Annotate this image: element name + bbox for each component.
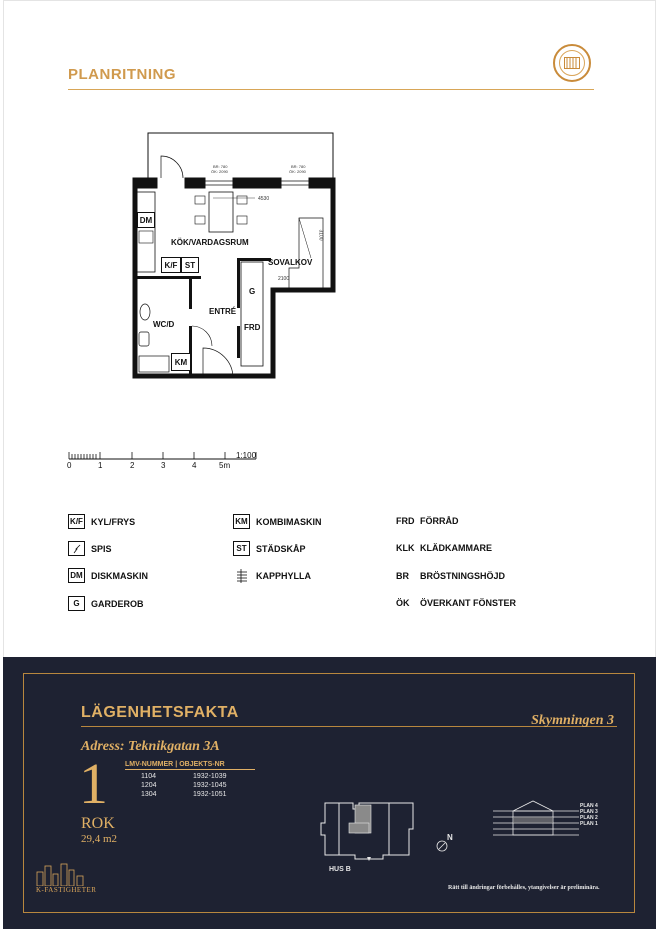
scale-label-4: 4 [192,461,197,470]
building-section-icon [493,797,579,839]
legend-abbr-box: DM [68,568,85,583]
legend-text: SPIS [91,543,112,554]
table-header: LMV-NUMMER | OBJEKTS-NR [125,761,255,770]
window1-br: BR: 780 [213,164,228,169]
plan-levels [580,803,598,827]
lmv-number: 1304 [141,791,157,798]
legend-item-g [68,596,144,611]
legend-abbr: FRD [396,516,415,526]
facts-title: LÄGENHETSFAKTA [81,704,239,721]
legend-item-frd [396,516,459,526]
floor-plan [125,126,365,386]
legend-item-st [233,541,306,556]
page-title: PLANRITNING [68,66,176,83]
cleaning-closet-box: ST [181,257,199,273]
dimension-alcove-depth: 3100 [317,229,324,241]
company-name: K-FASTIGHETER [36,886,97,894]
room-entrance-label: ENTRÉ [209,307,237,316]
scale-ratio: 1:100 [236,451,257,460]
address: Adress: Teknikgatan 3A [81,739,220,754]
legend-text: KAPPHYLLA [256,570,312,581]
room-bathroom-label: WC/D [153,320,175,329]
scale-label-1: 1 [98,461,103,470]
lmv-number: 1204 [141,782,157,789]
disclaimer: Rätt till ändringar förbehålles, ytangivelser är preliminära. [448,885,600,891]
window2-ok: ÖK: 2090 [289,169,306,174]
dimension-alcove-width: 2100 [278,276,290,282]
fridge-freezer-box: K/F [161,257,181,273]
table-row [125,790,255,799]
legend-text: BRÖSTNINGSHÖJD [420,571,506,581]
plan-level: PLAN 1 [580,821,598,827]
scale-label-0: 0 [67,461,72,470]
legend-abbr: ÖK [396,598,410,608]
legend-item-kapphylla [233,568,311,583]
legend-text: KOMBIMASKIN [256,516,322,527]
header-objekts: OBJEKTS-NR [179,761,225,768]
combo-machine-box: KM [171,353,191,371]
legend-abbr-box: ST [233,541,250,556]
site-plan-icon [319,799,419,863]
object-number-table [125,761,255,799]
coat-rack-icon [233,568,250,583]
legend-item-klk [396,543,492,553]
legend-abbr: BR [396,571,409,581]
wardrobe-label: G [249,287,256,296]
dimension-main-width: 4530 [258,196,270,202]
window1-ok: ÖK: 2090 [211,169,228,174]
area: 29,4 m2 [81,833,118,845]
project-name: Skymningen 3 [531,713,614,728]
object-number: 1932-1045 [193,782,227,789]
object-number: 1932-1039 [193,773,227,780]
legend-abbr-box: G [68,596,85,611]
legend-text: DISKMASKIN [91,570,149,581]
window2-br: BR: 780 [291,164,306,169]
legend-abbr-box: KM [233,514,250,529]
apartment-facts-panel [3,657,656,929]
north-label: N [447,833,453,842]
dishwasher-box: DM [137,212,155,228]
legend-item-br [396,571,505,581]
object-number: 1932-1051 [193,791,227,798]
scale-label-3: 3 [161,461,166,470]
legend-text: GARDEROB [91,598,144,609]
legend-text: KYL/FRYS [91,516,136,527]
scale-label-5m: 5m [219,461,231,470]
company-skyline-icon [33,862,97,886]
plan-level: PLAN 3 [580,809,598,815]
legend-text: FÖRRÅD [420,516,459,526]
legend-item-km [233,514,322,529]
legend-abbr: KLK [396,543,415,553]
rok-label: ROK [81,815,115,832]
room-kitchen-living-label: KÖK/VARDAGSRUM [171,238,249,247]
scale-label-2: 2 [130,461,135,470]
lmv-number: 1104 [141,773,157,780]
legend-item-ok [396,598,516,608]
stove-icon [68,541,85,556]
legend-abbr-box: K/F [68,514,85,529]
table-row [125,781,255,790]
legend-item-dm [68,568,148,583]
legend-item-spis [68,541,112,556]
table-row [125,772,255,781]
header-lmv: LMV-NUMMER [125,761,174,768]
plan-level: PLAN 4 [580,803,598,809]
legend-text: STÄDSKÅP [256,543,306,554]
legend-text: ÖVERKANT FÖNSTER [420,598,517,608]
legend-item-kf [68,514,135,529]
room-sleeping-alcove-label: SOVALKOV [268,258,313,267]
room-count: 1 [79,751,108,816]
storage-label: FRD [244,323,261,332]
company-logo-icon [553,44,591,82]
legend-text: KLÄDKAMMARE [420,543,492,553]
header-rule [68,89,594,90]
plan-level: PLAN 2 [580,815,598,821]
house-label: HUS B [329,866,351,873]
